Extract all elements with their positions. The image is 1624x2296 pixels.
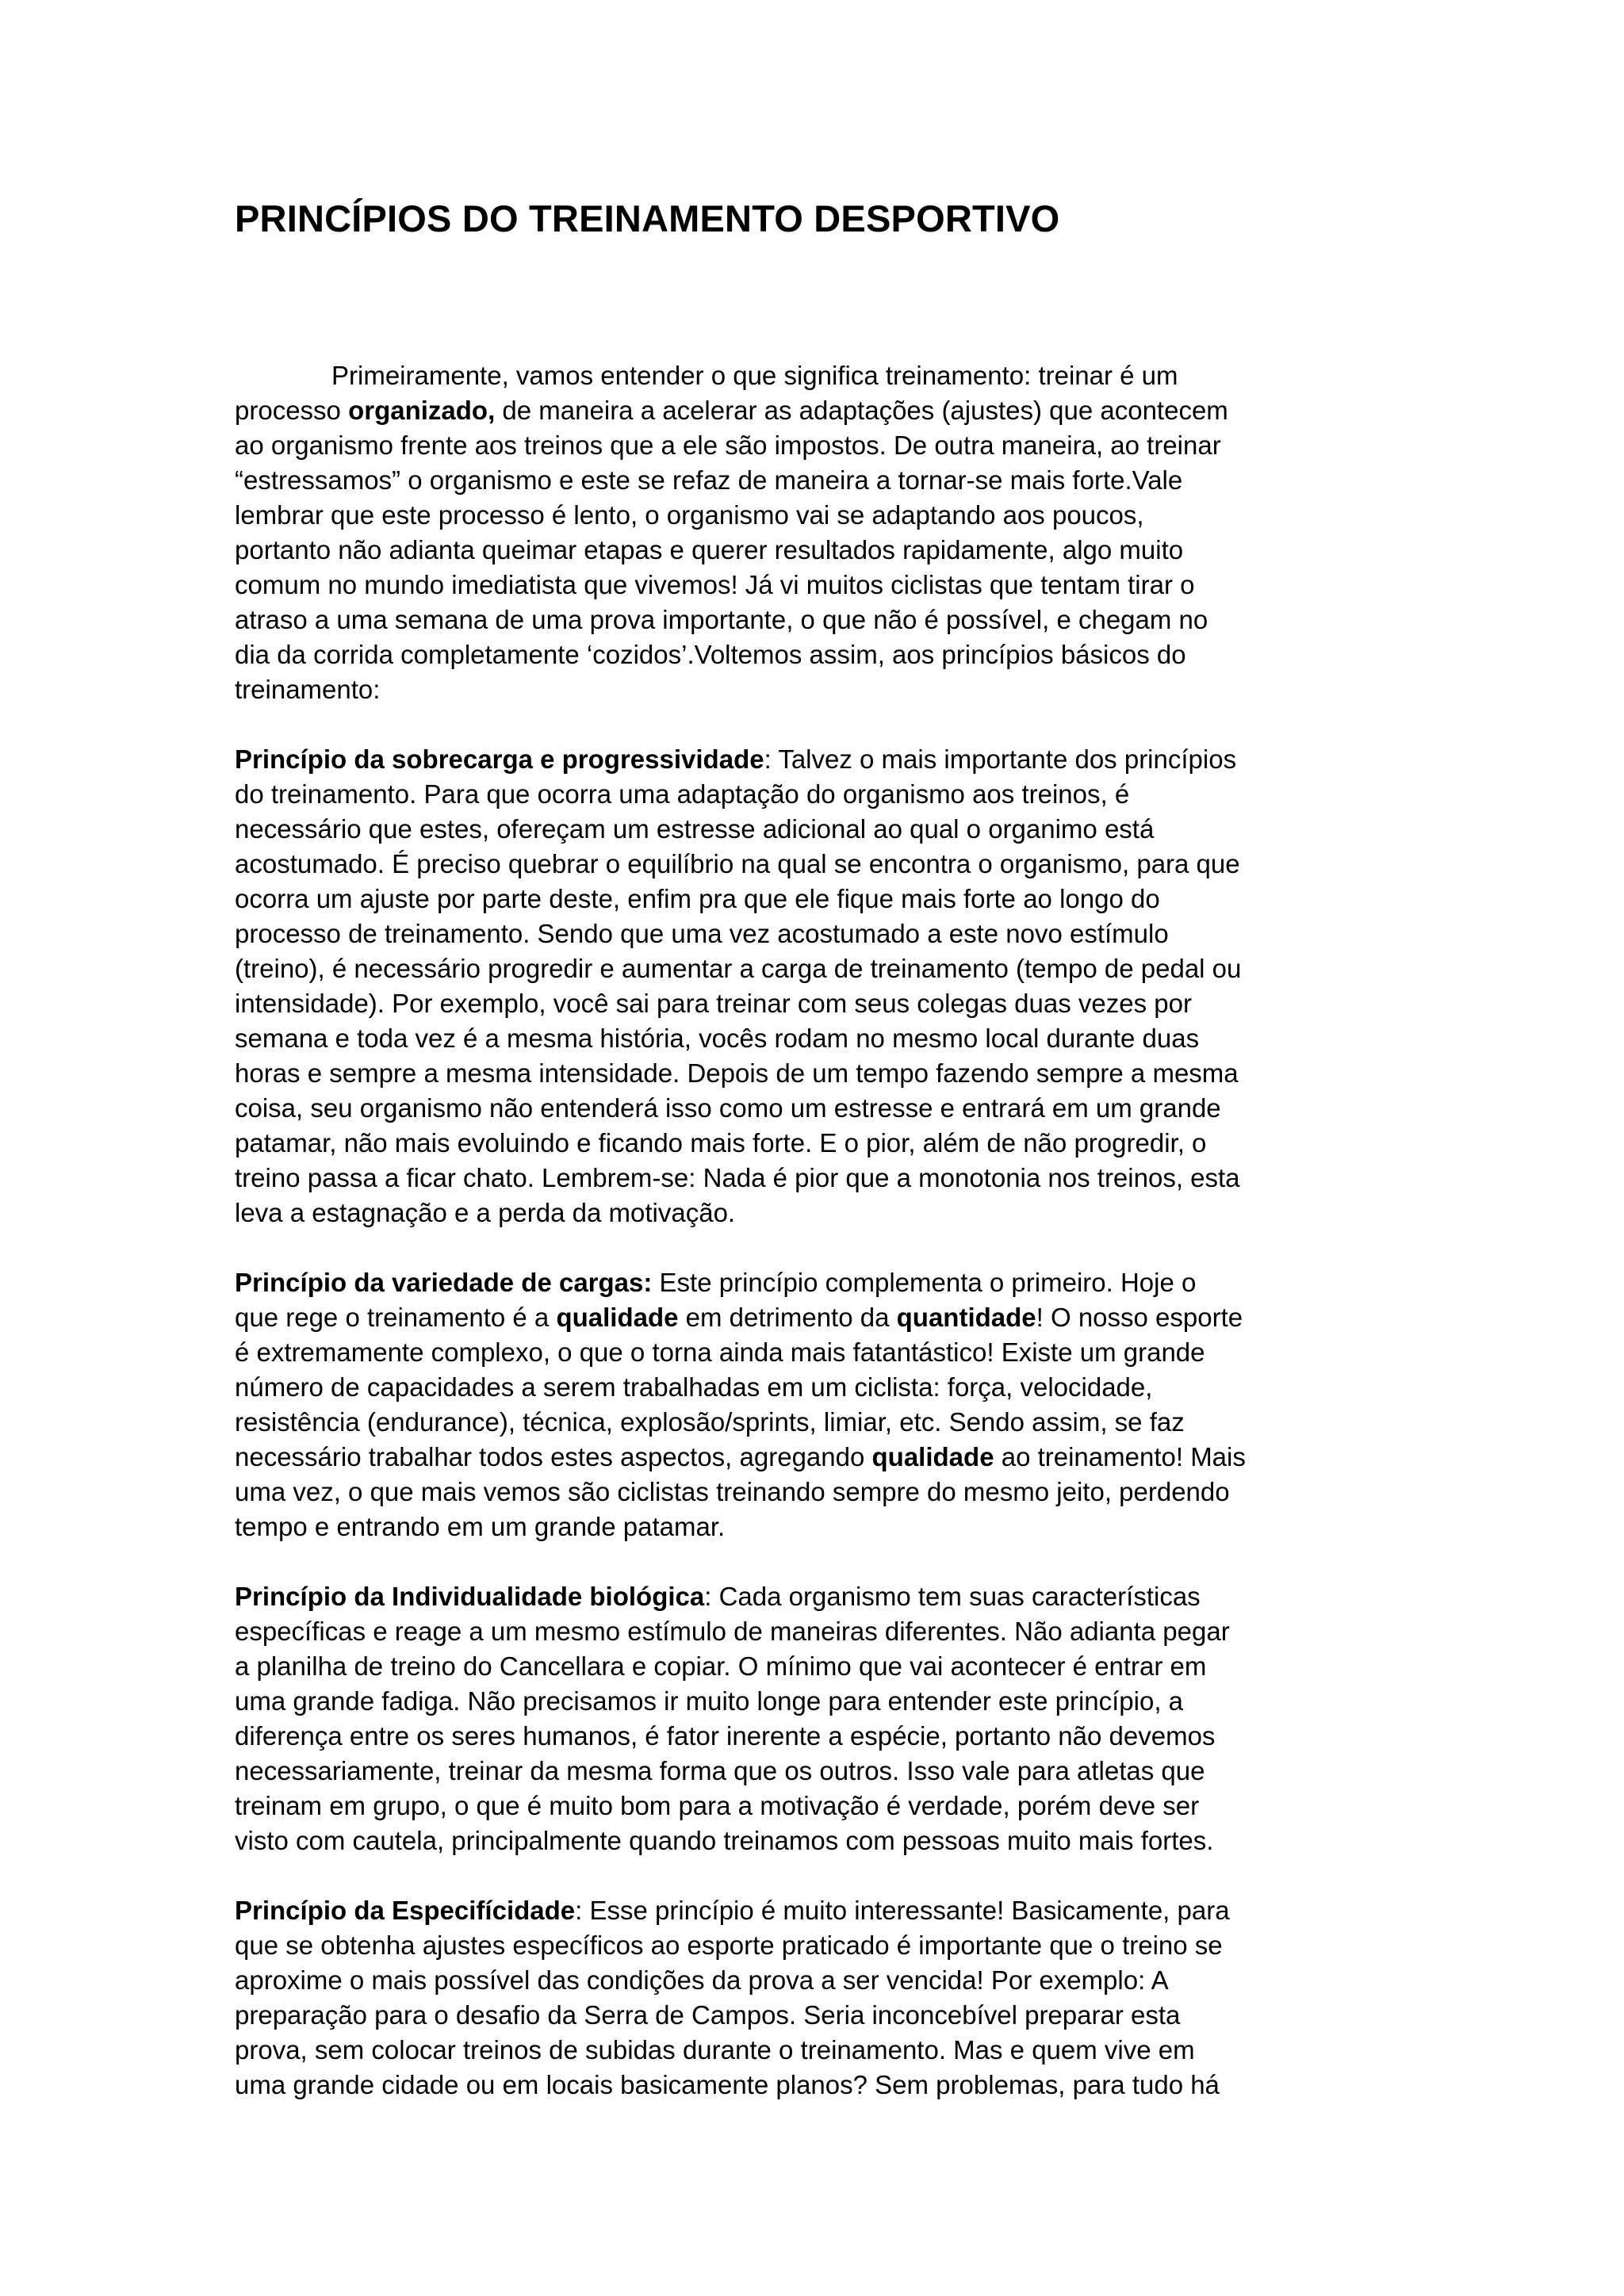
text-run: : Cada organismo tem suas características [704, 1582, 1201, 1611]
text-line [235, 1928, 1408, 1963]
text-line [235, 1300, 1408, 1335]
text-line [235, 986, 1408, 1021]
text-run: leva a estagnação e a perda da motivação. [235, 1198, 736, 1227]
text-line [235, 1196, 1408, 1230]
bold-text: quantidade [896, 1303, 1036, 1332]
text-line [235, 568, 1408, 603]
text-line [235, 742, 1408, 777]
text-run: necessário trabalhar todos estes aspectos, agregando [235, 1442, 872, 1471]
bold-text: qualidade [556, 1303, 679, 1332]
text-line [235, 603, 1408, 637]
text-run: comum no mundo imediatista que vivemos! Já vi muitos ciclistas que tentam tirar o [235, 570, 1195, 599]
text-line [235, 1370, 1408, 1405]
text-run: ocorra um ajuste por parte deste, enfim pra que ele fique mais forte ao longo do [235, 884, 1160, 913]
text-line [235, 1754, 1408, 1789]
text-run: é extremamente complexo, o que o torna ainda mais fatantástico! Existe um grande [235, 1337, 1205, 1367]
text-line [235, 1091, 1408, 1126]
text-run: em detrimento da [678, 1303, 897, 1332]
text-line [235, 1998, 1408, 2033]
text-run: ao treinamento! Mais [994, 1442, 1246, 1471]
text-line [235, 1335, 1408, 1370]
paragraph [235, 1893, 1408, 2103]
bold-text: Princípio da Especifícidade [235, 1896, 576, 1925]
text-line [235, 1440, 1408, 1475]
text-line [235, 812, 1408, 847]
text-run: do treinamento. Para que ocorra uma adaptação do organismo aos treinos, é [235, 779, 1130, 809]
text-line [235, 672, 1408, 707]
text-line [235, 498, 1408, 533]
text-run: acostumado. É preciso quebrar o equilíbrio na qual se encontra o organismo, para que [235, 849, 1240, 878]
text-line [235, 1161, 1408, 1196]
text-run: portanto não adianta queimar etapas e querer resultados rapidamente, algo muito [235, 535, 1184, 564]
text-run: coisa, seu organismo não entenderá isso como um estresse e entrará em um grande [235, 1093, 1221, 1123]
text-line [235, 1126, 1408, 1161]
text-line [235, 882, 1408, 916]
text-line [235, 393, 1408, 428]
text-line [235, 1405, 1408, 1440]
text-run: uma vez, o que mais vemos são ciclistas treinando sempre do mesmo jeito, perdendo [235, 1477, 1230, 1506]
bold-text: organizado, [348, 396, 496, 425]
paragraph [235, 1579, 1408, 1858]
text-line [235, 1614, 1408, 1649]
text-run: treinam em grupo, o que é muito bom para a motivação é verdade, porém deve ser [235, 1791, 1200, 1820]
text-run: Primeiramente, vamos entender o que significa treinamento: treinar é um [331, 361, 1178, 390]
bold-text: Princípio da variedade de cargas: [235, 1268, 653, 1297]
bold-text: Princípio da sobrecarga e progressividade [235, 744, 764, 774]
text-run: treino passa a ficar chato. Lembrem-se: Nada é pior que a monotonia nos treinos, esta [235, 1163, 1240, 1192]
text-line [235, 951, 1408, 986]
text-run: preparação para o desafio da Serra de Campos. Seria inconcebível preparar esta [235, 2000, 1181, 2030]
document-title: PRINCÍPIOS DO TREINAMENTO DESPORTIVO [235, 197, 1060, 239]
text-run: necessário que estes, ofereçam um estresse adicional ao qual o organimo está [235, 814, 1155, 844]
text-run: lembrar que este processo é lento, o organismo vai se adaptando aos poucos, [235, 500, 1144, 530]
text-run: a planilha de treino do Cancellara e copiar. O mínimo que vai acontecer é entrar em [235, 1651, 1207, 1681]
text-run: ! O nosso esporte [1036, 1303, 1243, 1332]
text-line [235, 1510, 1408, 1544]
text-run: treinamento: [235, 675, 381, 704]
text-line [235, 637, 1408, 672]
text-line [235, 358, 1408, 393]
text-run: uma grande cidade ou em locais basicamente planos? Sem problemas, para tudo há [235, 2070, 1220, 2099]
text-line [235, 533, 1408, 568]
text-line [235, 1789, 1408, 1823]
text-line [235, 1056, 1408, 1091]
text-run: processo de treinamento. Sendo que uma vez acostumado a este novo estímulo [235, 919, 1169, 948]
text-run: (treino), é necessário progredir e aumentar a carga de treinamento (tempo de pedal ou [235, 954, 1242, 983]
text-line [235, 1684, 1408, 1719]
text-line [235, 1649, 1408, 1684]
text-run: número de capacidades a serem trabalhadas em um ciclista: força, velocidade, [235, 1372, 1153, 1402]
text-line [235, 1579, 1408, 1614]
text-run: semana e toda vez é a mesma história, vocês rodam no mesmo local durante duas [235, 1024, 1200, 1053]
paragraph [235, 1265, 1408, 1544]
text-run: ao organismo frente aos treinos que a ele são impostos. De outra maneira, ao treinar [235, 430, 1221, 460]
text-line [235, 1823, 1408, 1858]
text-line [235, 428, 1408, 463]
text-run: dia da corrida completamente ‘cozidos’.Voltemos assim, aos princípios básicos do [235, 640, 1186, 669]
paragraph [235, 742, 1408, 1230]
text-line [235, 1893, 1408, 1928]
text-run: específicas e reage a um mesmo estímulo de maneiras diferentes. Não adianta pegar [235, 1617, 1230, 1646]
text-run: : Talvez o mais importante dos princípios [764, 744, 1237, 774]
document-body [235, 358, 1408, 2137]
text-run: diferença entre os seres humanos, é fator inerente a espécie, portanto não devemos [235, 1721, 1216, 1751]
text-run: aproxime o mais possível das condições da prova a ser vencida! Por exemplo: A [235, 1965, 1169, 1995]
text-run: “estressamos” o organismo e este se refaz de maneira a tornar-se mais forte.Vale [235, 465, 1183, 495]
text-run: que se obtenha ajustes específicos ao esporte praticado é importante que o treino se [235, 1931, 1223, 1960]
text-run: uma grande fadiga. Não precisamos ir muito longe para entender este princípio, a [235, 1686, 1184, 1716]
text-line [235, 2068, 1408, 2103]
text-run: prova, sem colocar treinos de subidas durante o treinamento. Mas e quem vive em [235, 2035, 1195, 2064]
text-run: processo [235, 396, 349, 425]
text-line [235, 463, 1408, 498]
text-run: visto com cautela, principalmente quando treinamos com pessoas muito mais fortes. [235, 1826, 1214, 1855]
text-line [235, 847, 1408, 882]
text-run: intensidade). Por exemplo, você sai para treinar com seus colegas duas vezes por [235, 989, 1192, 1018]
text-line [235, 1963, 1408, 1998]
text-run: horas e sempre a mesma intensidade. Depois de um tempo fazendo sempre a mesma [235, 1058, 1239, 1088]
text-run: Este princípio complementa o primeiro. Hoje o [652, 1268, 1197, 1297]
text-run: atraso a uma semana de uma prova importante, o que não é possível, e chegam no [235, 605, 1208, 634]
text-line [235, 1265, 1408, 1300]
text-line [235, 1475, 1408, 1510]
text-run: resistência (endurance), técnica, explosão/sprints, limiar, etc. Sendo assim, se faz [235, 1407, 1185, 1437]
paragraph [235, 358, 1408, 707]
text-run: patamar, não mais evoluindo e ficando mais forte. E o pior, além de não progredir, o [235, 1128, 1207, 1158]
bold-text: Princípio da Individualidade biológica [235, 1582, 705, 1611]
text-run: de maneira a acelerar as adaptações (ajustes) que acontecem [495, 396, 1228, 425]
text-run: tempo e entrando em um grande patamar. [235, 1512, 726, 1541]
text-line [235, 2033, 1408, 2068]
text-line [235, 1719, 1408, 1754]
text-line [235, 916, 1408, 951]
text-line [235, 777, 1408, 812]
text-line [235, 1021, 1408, 1056]
text-run: : Esse princípio é muito interessante! Basicamente, para [575, 1896, 1230, 1925]
bold-text: qualidade [871, 1442, 994, 1471]
text-run: necessariamente, treinar da mesma forma que os outros. Isso vale para atletas que [235, 1756, 1205, 1785]
text-run: que rege o treinamento é a [235, 1303, 557, 1332]
